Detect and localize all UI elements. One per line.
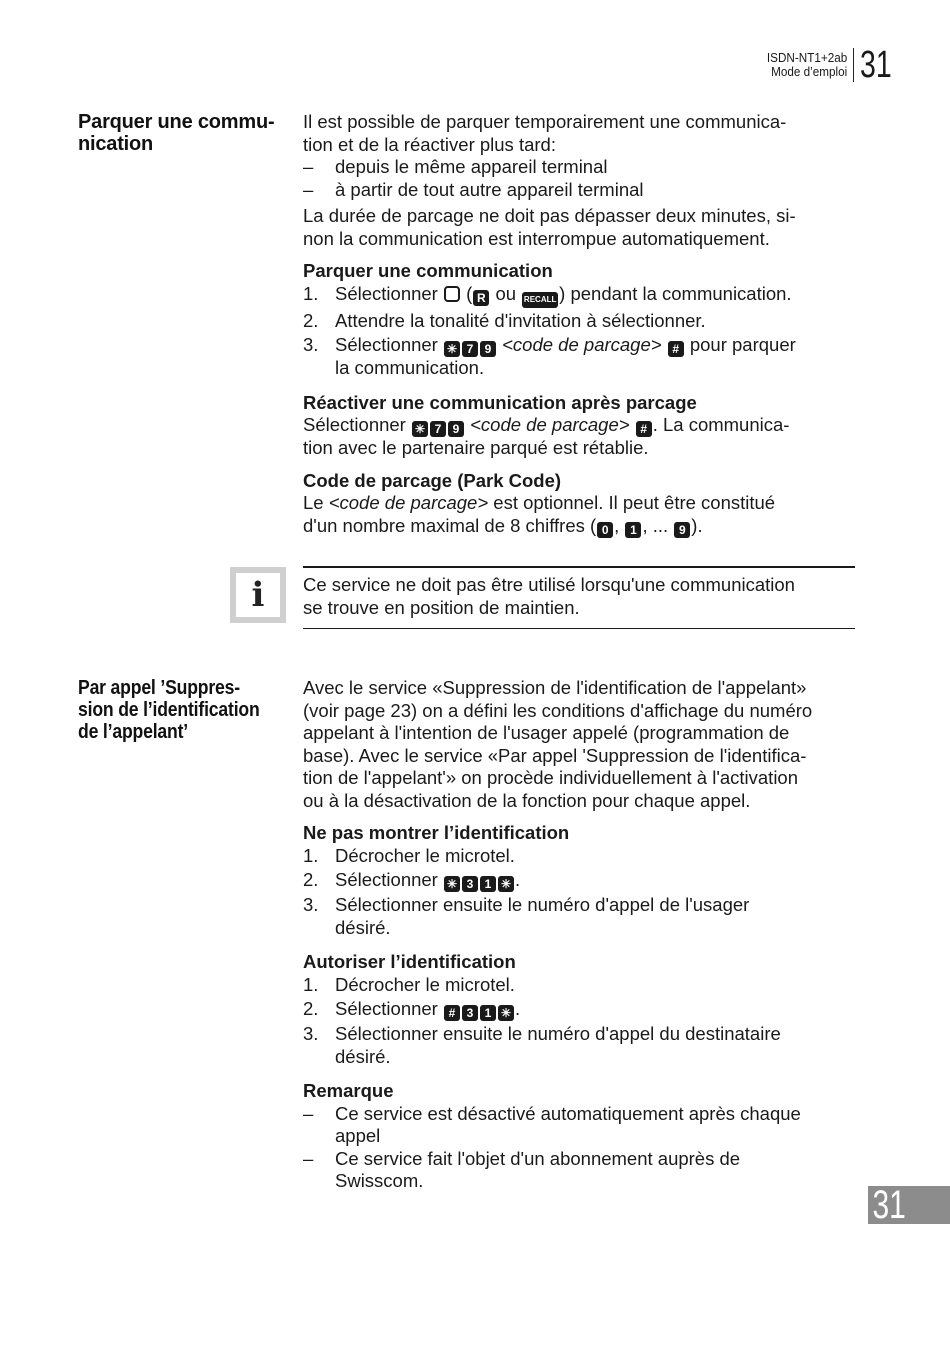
step-text bbox=[335, 283, 792, 308]
text: Sélectionner ensuite le numéro d'appel du destinataire bbox=[335, 1023, 781, 1044]
step-text: Décrocher le microtel. bbox=[335, 844, 515, 866]
step-text bbox=[335, 334, 796, 380]
note-divider-bottom bbox=[303, 628, 855, 629]
three-key-icon: 3 bbox=[462, 1005, 478, 1021]
text: ou bbox=[495, 282, 517, 304]
text: Sélectionner bbox=[335, 998, 438, 1019]
one-key-icon: 1 bbox=[480, 1005, 496, 1021]
step-text: Décrocher le microtel. bbox=[335, 973, 515, 995]
text: désiré. bbox=[335, 1045, 391, 1067]
list-item bbox=[303, 1148, 855, 1193]
manual-title: Mode d’emploi bbox=[770, 64, 847, 79]
intro-line: tion de l'appelant'» on procède individuellement à l'activation bbox=[303, 767, 799, 788]
text: désiré. bbox=[335, 916, 391, 938]
header-text bbox=[767, 51, 847, 79]
note-text bbox=[303, 574, 855, 619]
side-title-line: nication bbox=[78, 133, 154, 155]
r-key-icon: R bbox=[473, 290, 489, 306]
step-item bbox=[303, 894, 855, 939]
list-item bbox=[303, 179, 855, 202]
subheading-reactivate: Réactiver une communication après parcage bbox=[303, 391, 697, 413]
text: ). bbox=[691, 514, 703, 536]
step-number: 2. bbox=[303, 309, 319, 331]
text: d'un nombre maximal de 8 chiffres ( bbox=[303, 514, 597, 536]
list-text: depuis le même appareil terminal bbox=[335, 156, 608, 177]
list-text bbox=[335, 1148, 740, 1193]
zero-key-icon: 0 bbox=[597, 522, 613, 538]
hash-key-icon: # bbox=[444, 1005, 460, 1021]
subheading-remark: Remarque bbox=[303, 1080, 394, 1101]
text: Ce service fait l'objet d'un abonnement auprès de bbox=[335, 1147, 741, 1169]
page-tab bbox=[868, 1183, 950, 1227]
hash-key-icon: # bbox=[668, 341, 684, 357]
note-divider-top bbox=[303, 566, 855, 568]
note-line: se trouve en position de maintien. bbox=[303, 596, 580, 618]
step-number: 1. bbox=[303, 973, 319, 995]
code-placeholder: <code de parcage> bbox=[470, 414, 630, 435]
step-text: Attendre la tonalité d'invitation à sélectionner. bbox=[335, 309, 706, 331]
one-key-icon: 1 bbox=[625, 522, 641, 538]
intro-line: (voir page 23) on a défini les conditions d'affichage du numéro bbox=[303, 699, 813, 721]
list-item bbox=[303, 1103, 855, 1148]
text: Sélectionner bbox=[303, 414, 406, 435]
text: . bbox=[514, 869, 521, 890]
nine-key-icon: 9 bbox=[480, 341, 496, 357]
step-text bbox=[335, 1023, 781, 1068]
side-title-line: sion de l’identification bbox=[78, 699, 260, 721]
side-title-line: de l’appelant’ bbox=[78, 721, 189, 743]
list-text bbox=[335, 1103, 801, 1148]
step-number: 2. bbox=[303, 869, 319, 890]
text: est optionnel. Il peut être constitué bbox=[493, 492, 776, 513]
step-text bbox=[335, 869, 520, 892]
step-number: 2. bbox=[303, 998, 319, 1019]
text: Sélectionner bbox=[335, 334, 438, 355]
seven-key-icon: 7 bbox=[430, 421, 446, 437]
intro-line: Il est possible de parquer temporairement une communica- bbox=[303, 111, 787, 132]
step-number: 3. bbox=[303, 334, 319, 355]
step-item bbox=[303, 310, 855, 333]
text: , ... bbox=[642, 514, 669, 536]
product-name: ISDN-NT1+2ab bbox=[766, 50, 847, 65]
intro-line: appelant à l'intention de l'usager appelé (programmation de bbox=[303, 722, 790, 743]
duration-line: La durée de parcage ne doit pas dépasser deux minutes, si- bbox=[303, 205, 796, 226]
page-tab-number: 31 bbox=[872, 1183, 906, 1227]
step-item bbox=[303, 1023, 855, 1068]
text: , bbox=[614, 514, 620, 536]
subheading-park: Parquer une communication bbox=[303, 260, 553, 281]
text: Sélectionner ensuite le numéro d'appel de l'usager bbox=[335, 894, 750, 915]
text: Ce service est désactivé automatiquement après chaque bbox=[335, 1102, 801, 1124]
step-number: 1. bbox=[303, 844, 319, 866]
step-number: 1. bbox=[303, 282, 319, 304]
text: . bbox=[514, 998, 521, 1019]
parkcode-line bbox=[303, 492, 855, 515]
step-item bbox=[303, 869, 855, 892]
subheading-parkcode: Code de parcage (Park Code) bbox=[303, 469, 562, 491]
step-number: 3. bbox=[303, 894, 319, 915]
text: pour parquer bbox=[689, 334, 796, 355]
text: appel bbox=[335, 1125, 381, 1146]
reactivate-line bbox=[303, 414, 855, 437]
one-key-icon: 1 bbox=[480, 876, 496, 892]
intro-line: ou à la désactivation de la fonction pour chaque appel. bbox=[303, 789, 751, 811]
reactivate-line: tion avec le partenaire parqué est rétablie. bbox=[303, 437, 649, 458]
text: Swisscom. bbox=[335, 1170, 424, 1191]
step-item bbox=[303, 845, 855, 868]
text: Sélectionner bbox=[335, 869, 438, 890]
step-item bbox=[303, 283, 855, 308]
star-key-icon: ✳ bbox=[444, 876, 460, 892]
recall-key-icon: RECALL bbox=[522, 292, 558, 308]
side-title-line: Parquer une commu- bbox=[78, 111, 275, 133]
step-item bbox=[303, 974, 855, 997]
intro-line: tion et de la réactiver plus tard: bbox=[303, 133, 556, 155]
hash-key-icon: # bbox=[636, 421, 652, 437]
seven-key-icon: 7 bbox=[462, 341, 478, 357]
text: Sélectionner bbox=[335, 282, 438, 304]
dash-marker: – bbox=[303, 1102, 314, 1124]
text: ) pendant la communication. bbox=[559, 282, 792, 304]
step-item bbox=[303, 334, 855, 380]
dash-marker: – bbox=[303, 156, 314, 177]
text: . La communica- bbox=[652, 414, 790, 435]
dash-marker: – bbox=[303, 1147, 314, 1169]
step-item bbox=[303, 998, 855, 1021]
intro-line: Avec le service «Suppression de l'identification de l'appelant» bbox=[303, 677, 807, 698]
circle-key-icon bbox=[444, 286, 460, 302]
info-icon bbox=[230, 567, 286, 623]
text: ( bbox=[466, 282, 473, 304]
parkcode-line bbox=[303, 515, 855, 538]
side-title-line: Par appel ’Suppres- bbox=[78, 677, 240, 699]
list-item bbox=[303, 156, 855, 179]
step-number: 3. bbox=[303, 1023, 319, 1044]
nine-key-icon: 9 bbox=[448, 421, 464, 437]
text: Le bbox=[303, 492, 324, 513]
subheading-allow-id: Autoriser l’identification bbox=[303, 951, 516, 972]
section-title-park bbox=[78, 111, 288, 155]
list-text: à partir de tout autre appareil terminal bbox=[335, 178, 644, 200]
star-key-icon: ✳ bbox=[444, 341, 460, 357]
header-separator bbox=[853, 48, 854, 82]
step-text bbox=[335, 998, 520, 1021]
intro-line: base). Avec le service «Par appel 'Suppression de l'identifica- bbox=[303, 744, 807, 766]
section-title-clir bbox=[78, 677, 288, 743]
section-body-park bbox=[303, 111, 855, 538]
star-key-icon: ✳ bbox=[498, 876, 514, 892]
header-page-number: 31 bbox=[860, 44, 892, 86]
subheading-hide-id: Ne pas montrer l’identification bbox=[303, 822, 570, 843]
running-header bbox=[758, 44, 894, 86]
section-body-clir bbox=[303, 677, 855, 1193]
duration-line: non la communication est interrompue automatiquement. bbox=[303, 227, 770, 249]
nine-key-icon: 9 bbox=[674, 522, 690, 538]
text: la communication. bbox=[335, 357, 485, 378]
step-text bbox=[335, 894, 749, 939]
star-key-icon: ✳ bbox=[498, 1005, 514, 1021]
three-key-icon: 3 bbox=[462, 876, 478, 892]
note-line: Ce service ne doit pas être utilisé lorsqu'une communication bbox=[303, 574, 795, 595]
dash-marker: – bbox=[303, 178, 314, 200]
info-glyph: i bbox=[236, 573, 280, 617]
star-key-icon: ✳ bbox=[412, 421, 428, 437]
code-placeholder: <code de parcage> bbox=[328, 492, 489, 513]
code-placeholder: <code de parcage> bbox=[502, 334, 662, 355]
